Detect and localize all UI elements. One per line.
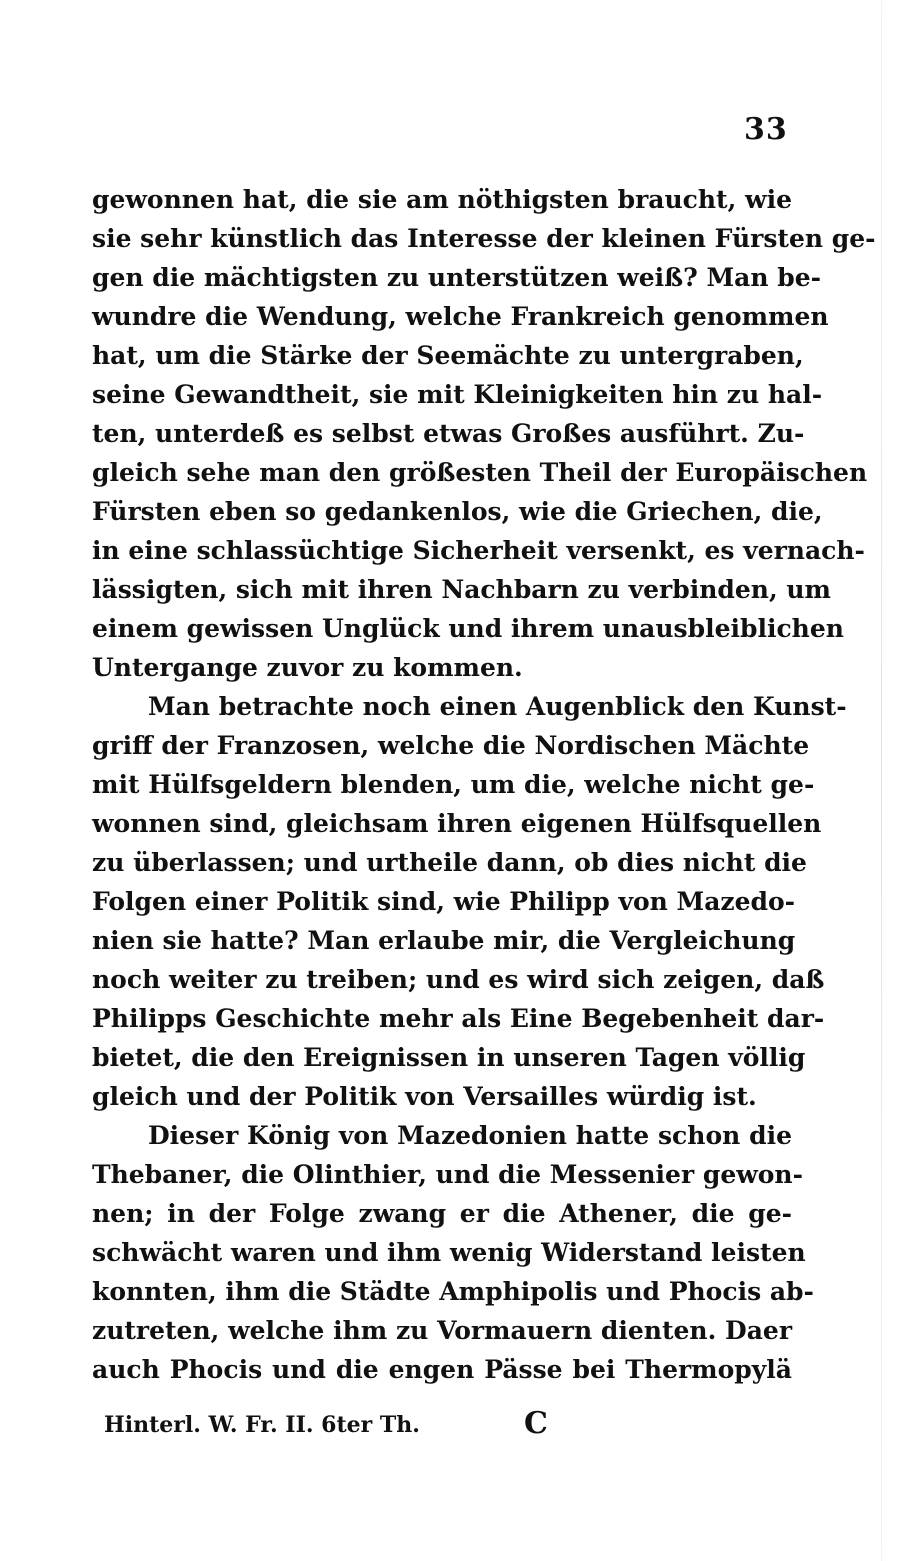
text-line: konnten, ihm die Städte Amphipolis und Phocis ab-: [92, 1277, 814, 1306]
text-line: sie sehr künstlich das Interesse der kleinen Fürsten ge-: [92, 224, 876, 253]
body-text: [92, 180, 876, 1389]
text-line: gleich und der Politik von Versailles würdig ist.: [92, 1082, 757, 1111]
text-line: seine Gewandtheit, sie mit Kleinigkeiten hin zu hal-: [92, 380, 823, 409]
signature-line: Hinterl. W. Fr. II. 6ter Th.: [104, 1412, 420, 1438]
text-line: Thebaner, die Olinthier, und die Messenier gewon-: [92, 1160, 803, 1189]
sheet-signature-letter: C: [524, 1406, 548, 1441]
text-line: nen; in der Folge zwang er die Athener, die ge-: [92, 1199, 792, 1228]
page-footer: [104, 1406, 664, 1452]
text-line: Philipps Geschichte mehr als Eine Begebenheit dar-: [92, 1004, 825, 1033]
text-line: zutreten, welche ihm zu Vormauern dienten. Daer: [92, 1316, 792, 1345]
text-line: gewonnen hat, die sie am nöthigsten braucht, wie: [92, 185, 792, 214]
text-line: Fürsten eben so gedankenlos, wie die Griechen, die,: [92, 497, 823, 526]
text-line: gen die mächtigsten zu unterstützen weiß? Man be-: [92, 263, 822, 292]
page-number: 33: [744, 112, 788, 147]
text-line: nien sie hatte? Man erlaube mir, die Vergleichung: [92, 926, 796, 955]
text-line: lässigten, sich mit ihren Nachbarn zu verbinden, um: [92, 575, 831, 604]
text-line: Man betrachte noch einen Augenblick den Kunst-: [148, 692, 847, 721]
text-line: Untergange zuvor zu kommen.: [92, 653, 523, 682]
text-line: ten, unterdeß es selbst etwas Großes ausführt. Zu-: [92, 419, 805, 448]
text-line: Dieser König von Mazedonien hatte schon die: [148, 1121, 792, 1150]
page-edge: [881, 0, 882, 1561]
text-line: gleich sehe man den größesten Theil der Europäischen: [92, 458, 868, 487]
text-line: schwächt waren und ihm wenig Widerstand leisten: [92, 1238, 806, 1267]
text-line: in eine schlassüchtige Sicherheit versenkt, es vernach-: [92, 536, 865, 565]
text-line: griff der Franzosen, welche die Nordischen Mächte: [92, 731, 810, 760]
text-line: noch weiter zu treiben; und es wird sich zeigen, daß: [92, 965, 825, 994]
text-line: wonnen sind, gleichsam ihren eigenen Hülfsquellen: [92, 809, 822, 838]
text-line: einem gewissen Unglück und ihrem unausbleiblichen: [92, 614, 844, 643]
text-line: zu überlassen; und urtheile dann, ob dies nicht die: [92, 848, 807, 877]
text-line: bietet, die den Ereignissen in unseren Tagen völlig: [92, 1043, 806, 1072]
text-line: mit Hülfsgeldern blenden, um die, welche nicht ge-: [92, 770, 815, 799]
text-line: hat, um die Stärke der Seemächte zu untergraben,: [92, 341, 804, 370]
text-line: Folgen einer Politik sind, wie Philipp von Mazedo-: [92, 887, 796, 916]
text-line: auch Phocis und die engen Pässe bei Thermopylä: [92, 1355, 792, 1384]
text-line: wundre die Wendung, welche Frankreich genommen: [92, 302, 829, 331]
